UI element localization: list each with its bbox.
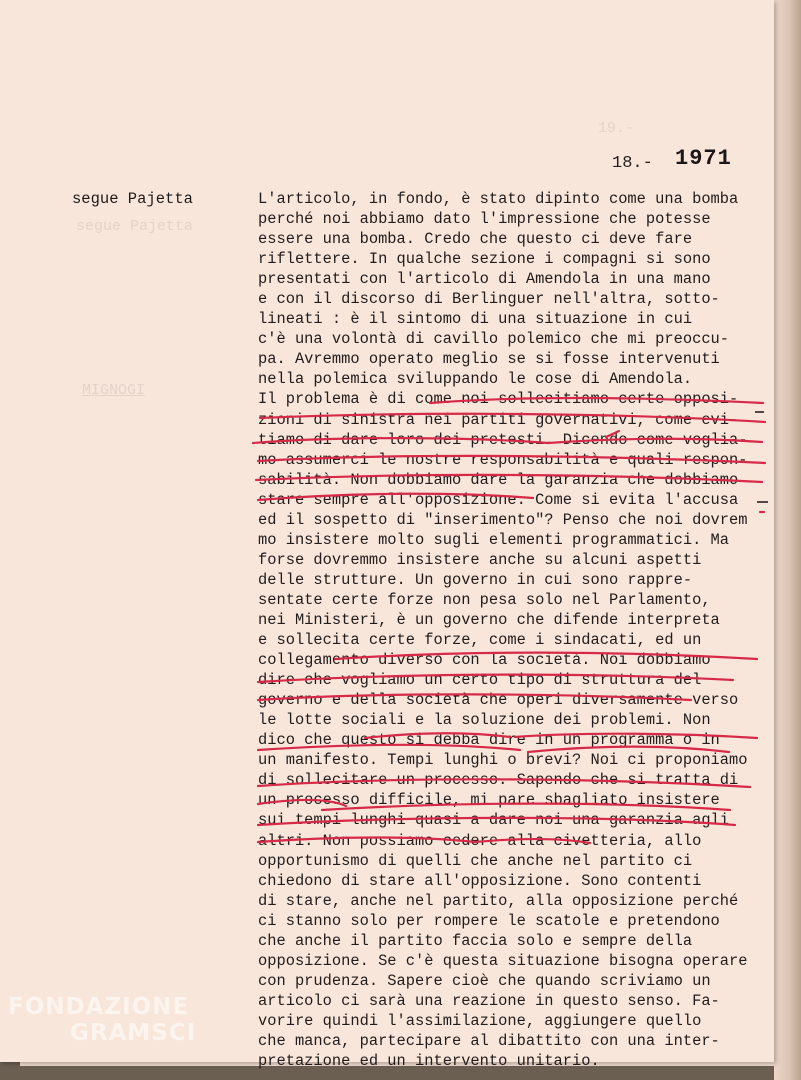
transcript-line: con prudenza. Sapere cioè che quando scriviamo un xyxy=(258,971,711,990)
transcript-line: zioni di sinistra nei partiti governativi, come evi- xyxy=(258,410,739,429)
transcript-line: nella polemica sviluppando le cose di Amendola. xyxy=(258,370,693,389)
transcript-line: chiedono di stare all'opposizione. Sono contenti xyxy=(258,871,702,890)
document-year: 1971 xyxy=(675,146,732,171)
transcript-line: di sollecitare un processo. Sapendo che si tratta di xyxy=(258,771,739,790)
watermark-line-1: FONDAZIONE xyxy=(8,994,190,1020)
transcript-line: lineati : è il sintomo di una situazione in cui xyxy=(258,310,693,329)
transcript-line: delle strutture. Un governo in cui sono rappre- xyxy=(258,570,693,589)
transcript-line: che manca, partecipare al dibattito con una inter- xyxy=(258,1031,720,1050)
transcript-line: un manifesto. Tempi lunghi o brevi? Noi ci proponiamo xyxy=(258,751,748,770)
transcript-line: nei Ministeri, è un governo che difende interpreta xyxy=(258,610,720,629)
fondazione-gramsci-watermark xyxy=(8,994,196,1046)
bleed-through-number: 19.- xyxy=(598,120,635,137)
transcript-line: perché noi abbiamo dato l'impressione che potesse xyxy=(258,210,711,229)
transcript-line: essere una bomba. Credo che questo ci deve fare xyxy=(258,230,693,249)
transcript-line: ed il sospetto di "inserimento"? Penso che noi dovrem xyxy=(258,510,748,529)
transcript-line: forse dovremmo insistere anche su alcuni aspetti xyxy=(258,550,702,569)
transcript-line: sui tempi lunghi quasi a dare noi una garanzia agli xyxy=(258,811,730,830)
transcript-line: pa. Avremmo operato meglio se si fosse intervenuti xyxy=(258,350,720,369)
transcript-line: L'articolo, in fondo, è stato dipinto come una bomba xyxy=(258,190,739,208)
transcript-line: articolo ci sarà una reazione in questo senso. Fa- xyxy=(258,991,720,1010)
bleed-through-name: MIGNOGI xyxy=(82,382,146,399)
watermark-line-2: GRAMSCI xyxy=(70,1020,197,1046)
transcript-line: sentate certe forze non pesa solo nel Parlamento, xyxy=(258,590,711,609)
transcript-line: opportunismo di quelli che anche nel partito ci xyxy=(258,851,693,870)
transcript-line: pretazione ed un intervento unitario. xyxy=(258,1052,600,1071)
transcript-line: c'è una volontà di cavillo polemico che mi preoccu- xyxy=(258,330,730,349)
transcript-line: altri. Non possiamo cedere alla civetteria, allo xyxy=(258,831,702,850)
transcript-line: sabilità. Non dobbiamo dare la garanzia che dobbiamo xyxy=(258,470,739,489)
transcript-line: stare sempre all'opposizione. Come si evita l'accusa xyxy=(258,490,739,509)
bleed-through-speaker: segue Pajetta xyxy=(76,218,194,235)
transcript-line: mo assumerci le nostre responsabilità e quali respon- xyxy=(258,450,748,469)
page-edge-strip xyxy=(774,0,801,1080)
transcript-line: e sollecita certe forze, come i sindacati, ed un xyxy=(258,631,702,650)
transcript-line: che anche il partito faccia solo e sempre della xyxy=(258,931,693,950)
transcript-line: di stare, anche nel partito, alla opposizione perché xyxy=(258,891,739,910)
transcript-line: un processo difficile, mi pare sbagliato insistere xyxy=(258,791,720,810)
transcript-line: riflettere. In qualche sezione i compagni si sono xyxy=(258,250,711,269)
transcript-body xyxy=(258,189,768,1071)
transcript-line: ci stanno solo per rompere le scatole e pretendono xyxy=(258,911,720,930)
transcript-line: dire che vogliamo un certo tipo di struttura del xyxy=(258,671,702,690)
page-number: 18.- xyxy=(612,154,653,173)
transcript-line: tiamo di dare loro dei pretesti. Dicendo come voglia- xyxy=(258,430,748,449)
speaker-label: segue Pajetta xyxy=(72,190,193,208)
transcript-line: mo insistere molto sugli elementi programmatici. Ma xyxy=(258,530,730,549)
transcript-line: governo e della società che operi diversamente verso xyxy=(258,691,739,710)
transcript-line: e con il discorso di Berlinguer nell'altra, sotto- xyxy=(258,290,720,309)
transcript-line: opposizione. Se c'è questa situazione bisogna operare xyxy=(258,951,748,970)
transcript-line: collegamento diverso con la società. Noi dobbiamo xyxy=(258,651,711,670)
transcript-line: dico che questo si debba dire in un programma o in xyxy=(258,731,720,750)
transcript-line: Il problema è di come noi sollecitiamo certe opposi- xyxy=(258,390,739,409)
transcript-line: le lotte sociali e la soluzione dei problemi. Non xyxy=(258,711,711,730)
transcript-line: vorire quindi l'assimilazione, aggiungere quello xyxy=(258,1011,702,1030)
transcript-line: presentati con l'articolo di Amendola in una mano xyxy=(258,270,711,289)
